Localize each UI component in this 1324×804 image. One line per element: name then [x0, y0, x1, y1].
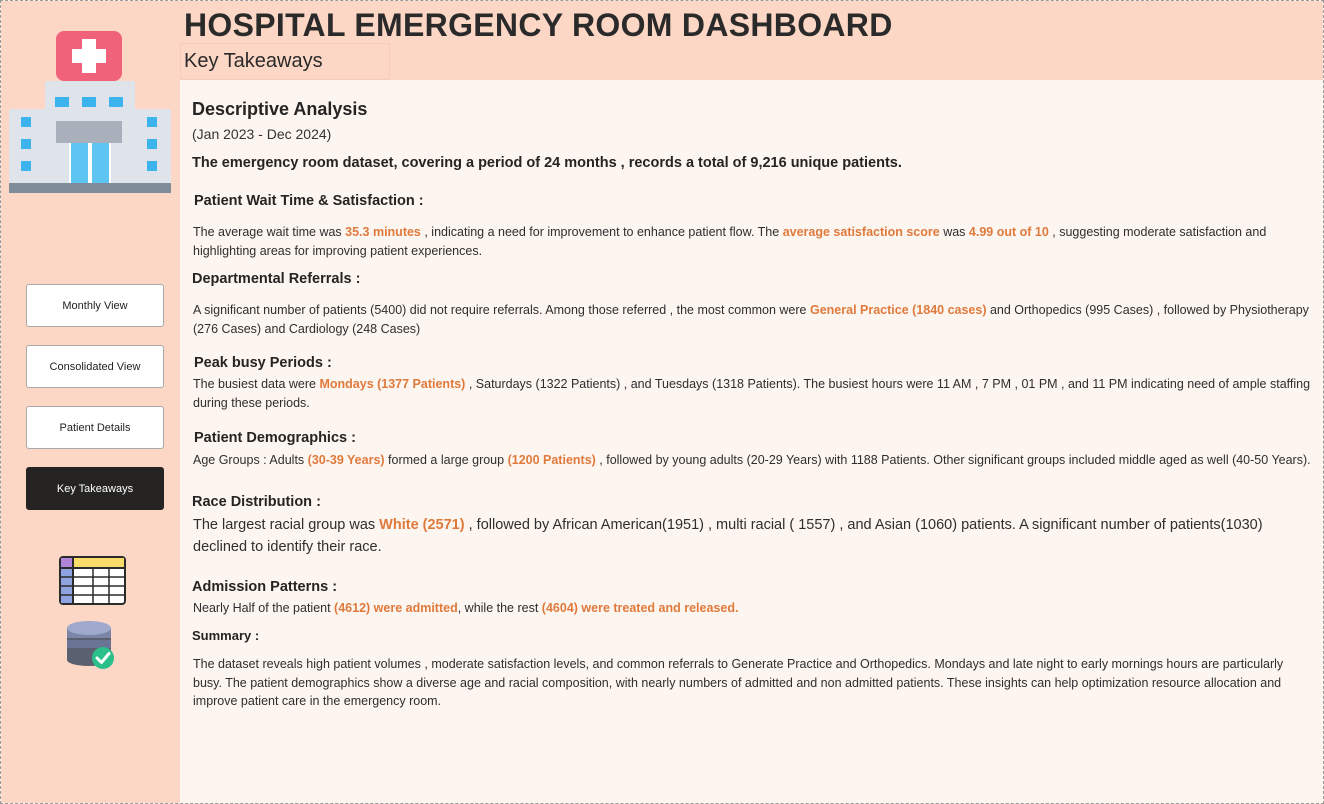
peak-highlight: Mondays (1377 Patients) [319, 377, 466, 391]
nav-key-takeaways-button[interactable]: Key Takeaways [26, 467, 164, 510]
referrals-highlight: General Practice (1840 cases) [809, 303, 987, 317]
satisfaction-value: 4.99 out of 10 [968, 225, 1053, 239]
satisfaction-label: average satisfaction score [782, 225, 940, 239]
nav-monthly-view-button[interactable]: Monthly View [26, 284, 164, 327]
date-range: (Jan 2023 - Dec 2024) [192, 126, 332, 142]
admitted-highlight: (4612) were admitted [334, 601, 458, 615]
race-heading: Race Distribution : [192, 494, 321, 510]
race-text: The largest racial group was White (2571) , followed by African American(1951) , multi racial ( 1557) , and Asian (1060) patients. A significant number of patients(1030) declined to identify their race. [193, 517, 1263, 555]
database-check-icon[interactable] [65, 618, 117, 670]
nav-consolidated-view-button[interactable]: Consolidated View [26, 345, 164, 388]
intro-text: The emergency room dataset, covering a period of 24 months , records a total of 9,216 unique patients. [192, 155, 902, 171]
page-subtitle: Key Takeaways [184, 50, 323, 72]
peak-periods-heading: Peak busy Periods : [194, 355, 332, 371]
wait-time-text: The average wait time was 35.3 minutes , indicating a need for improvement to enhance patient flow. The average satisfaction score was 4.99 out of 10 , suggesting moderate satisfaction and highlighting areas for improving patient experiences. [193, 225, 1267, 258]
admission-heading: Admission Patterns : [192, 579, 338, 595]
nav-patient-details-button[interactable]: Patient Details [26, 406, 164, 449]
admission-text: Nearly Half of the patient (4612) were admitted, while the rest (4604) were treated and released. [193, 601, 739, 615]
referrals-text: A significant number of patients (5400) did not require referrals. Among those referred , the most common were General Practice (1840 cases) and Orthopedics (995 Cases) , followed by Physiotherapy (276 Cases) and Cardiology (248 Cases) [193, 303, 1309, 336]
header [180, 1, 1323, 80]
wait-time-heading: Patient Wait Time & Satisfaction : [194, 193, 424, 209]
race-highlight: White (2571) [379, 517, 465, 533]
age-count-highlight: (1200 Patients) [507, 453, 596, 467]
peak-periods-text: The busiest data were Mondays (1377 Patients) , Saturdays (1322 Patients) , and Tuesdays (1318 Patients). The busiest hours were 11 AM , 7 PM , 01 PM , and 11 PM indicating need of ample staffing during these periods. [193, 377, 1311, 410]
hospital-building-icon [9, 31, 171, 193]
wait-time-value: 35.3 minutes [345, 225, 425, 239]
table-icon[interactable] [59, 556, 126, 605]
summary-heading: Summary : [192, 628, 260, 643]
content-panel [180, 80, 1323, 803]
age-group-highlight: (30-39 Years) [307, 453, 385, 467]
sidebar [1, 1, 180, 803]
section-heading: Descriptive Analysis [192, 99, 368, 119]
demographics-text: Age Groups : Adults (30-39 Years) formed a large group (1200 Patients) , followed by young adults (20-29 Years) with 1188 Patients. Other significant groups included middle aged as well (40-50 Years). [193, 453, 1311, 467]
referrals-heading: Departmental Referrals : [192, 271, 361, 287]
summary-text: The dataset reveals high patient volumes , moderate satisfaction levels, and common referrals to Generate Practice and Orthopedics. Mondays and late night to early mornings hours are particularly busy. The patient demographics show a diverse age and racial composition, with nearly numbers of admitted and non admitted patients. These insights can help optimization resource allocation and improve patient care in the emergency room. [193, 657, 1284, 708]
released-highlight: (4604) were treated and released. [541, 601, 739, 615]
page-title: HOSPITAL EMERGENCY ROOM DASHBOARD [184, 7, 893, 43]
demographics-heading: Patient Demographics : [194, 430, 356, 446]
